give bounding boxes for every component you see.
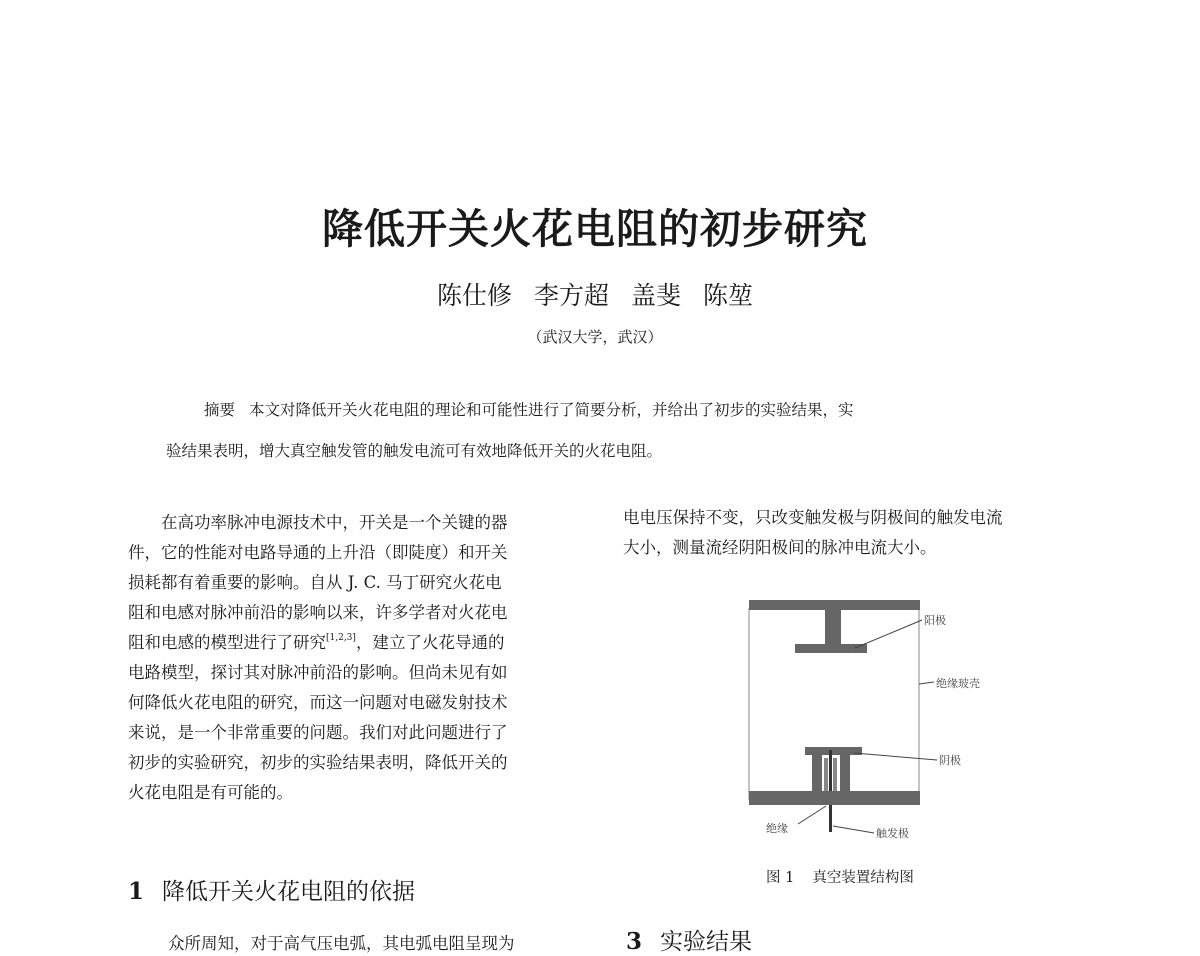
abstract-line (204, 398, 854, 420)
body-line: 在高功率脉冲电源技术中，开关是一个关键的器 (128, 513, 508, 532)
section-number: 1 (128, 878, 145, 905)
abstract-text: 本文对降低开关火花电阻的理论和可能性进行了简要分析，并给出了初步的实验结果，实 (249, 401, 854, 419)
body-line: 电路模型，探讨其对脉冲前沿的影响。但尚未见有如 (128, 663, 508, 682)
leader-line (854, 753, 937, 760)
body-text: 阻和电感的模型进行了研究 (128, 633, 326, 652)
author-list (0, 276, 1190, 312)
body-line: 件，它的性能对电路导通的上升沿（即陡度）和开关 (128, 543, 508, 562)
abstract-line: 验结果表明，增大真空触发管的触发电流可有效地降低开关的火花电阻。 (166, 442, 663, 460)
author-name: 陈仕修 (437, 281, 513, 310)
citation: [1,2,3] (326, 633, 356, 643)
author-name: 陈堃 (702, 281, 753, 310)
figure-number: 图 1 (766, 870, 795, 886)
section-heading (626, 923, 752, 956)
anode-stem (825, 610, 841, 646)
body-line: 众所周知，对于高气压电弧，其电弧电阻呈现为 (168, 934, 515, 953)
body-line: 初步的实验研究，初步的实验结果表明，降低开关的 (128, 753, 508, 772)
leader-line (919, 682, 934, 684)
leader-line (855, 620, 922, 648)
body-line: 火花电阻是有可能的。 (128, 783, 293, 802)
author-name: 盖斐 (630, 281, 681, 310)
body-line: 电电压保持不变，只改变触发极与阴极间的触发电流 (623, 508, 1003, 527)
body-line: 来说，是一个非常重要的问题。我们对此问题进行了 (128, 723, 508, 742)
paper-title: 降低开关火花电阻的初步研究 (322, 205, 868, 253)
body-text: ，建立了火花导通的 (355, 633, 505, 652)
affiliation: （武汉大学，武汉） (527, 328, 663, 346)
author-name: 李方超 (534, 281, 610, 310)
top-plate (749, 600, 920, 610)
insulation-label: 绝缘 (766, 822, 788, 835)
body-line: 大小，测量流经阴阳极间的脉冲电流大小。 (623, 538, 937, 557)
cathode-plate (805, 747, 862, 755)
section-title: 实验结果 (660, 929, 753, 955)
glass-shell-label: 绝缘玻壳 (936, 677, 980, 690)
leader-line (798, 806, 826, 824)
section-number: 3 (626, 928, 643, 955)
cathode-label: 阴极 (939, 754, 961, 767)
cathode-post-right (840, 755, 850, 791)
section-title: 降低开关火花电阻的依据 (162, 879, 416, 905)
section-heading (128, 873, 415, 906)
trigger-label: 触发极 (876, 827, 909, 840)
body-line: 何降低火花电阻的研究，而这一问题对电磁发射技术 (128, 693, 508, 712)
cathode-post-left (812, 755, 822, 791)
anode-label: 阳极 (924, 614, 946, 627)
abstract-label: 摘要 (204, 401, 236, 419)
leader-line (833, 826, 874, 833)
figure-caption (766, 866, 914, 887)
figure-caption-text: 真空装置结构图 (812, 870, 914, 886)
body-line: 损耗都有着重要的影响。自从 J. C. 马丁研究火花电 (128, 573, 502, 592)
body-line: 阻和电感对脉冲前沿的影响以来，许多学者对火花电 (128, 603, 508, 622)
anode-plate (795, 644, 867, 653)
left-column (128, 508, 588, 808)
bottom-plate (749, 791, 920, 805)
vacuum-device-figure (740, 590, 980, 850)
body-line (128, 628, 588, 658)
right-column (623, 503, 1093, 563)
